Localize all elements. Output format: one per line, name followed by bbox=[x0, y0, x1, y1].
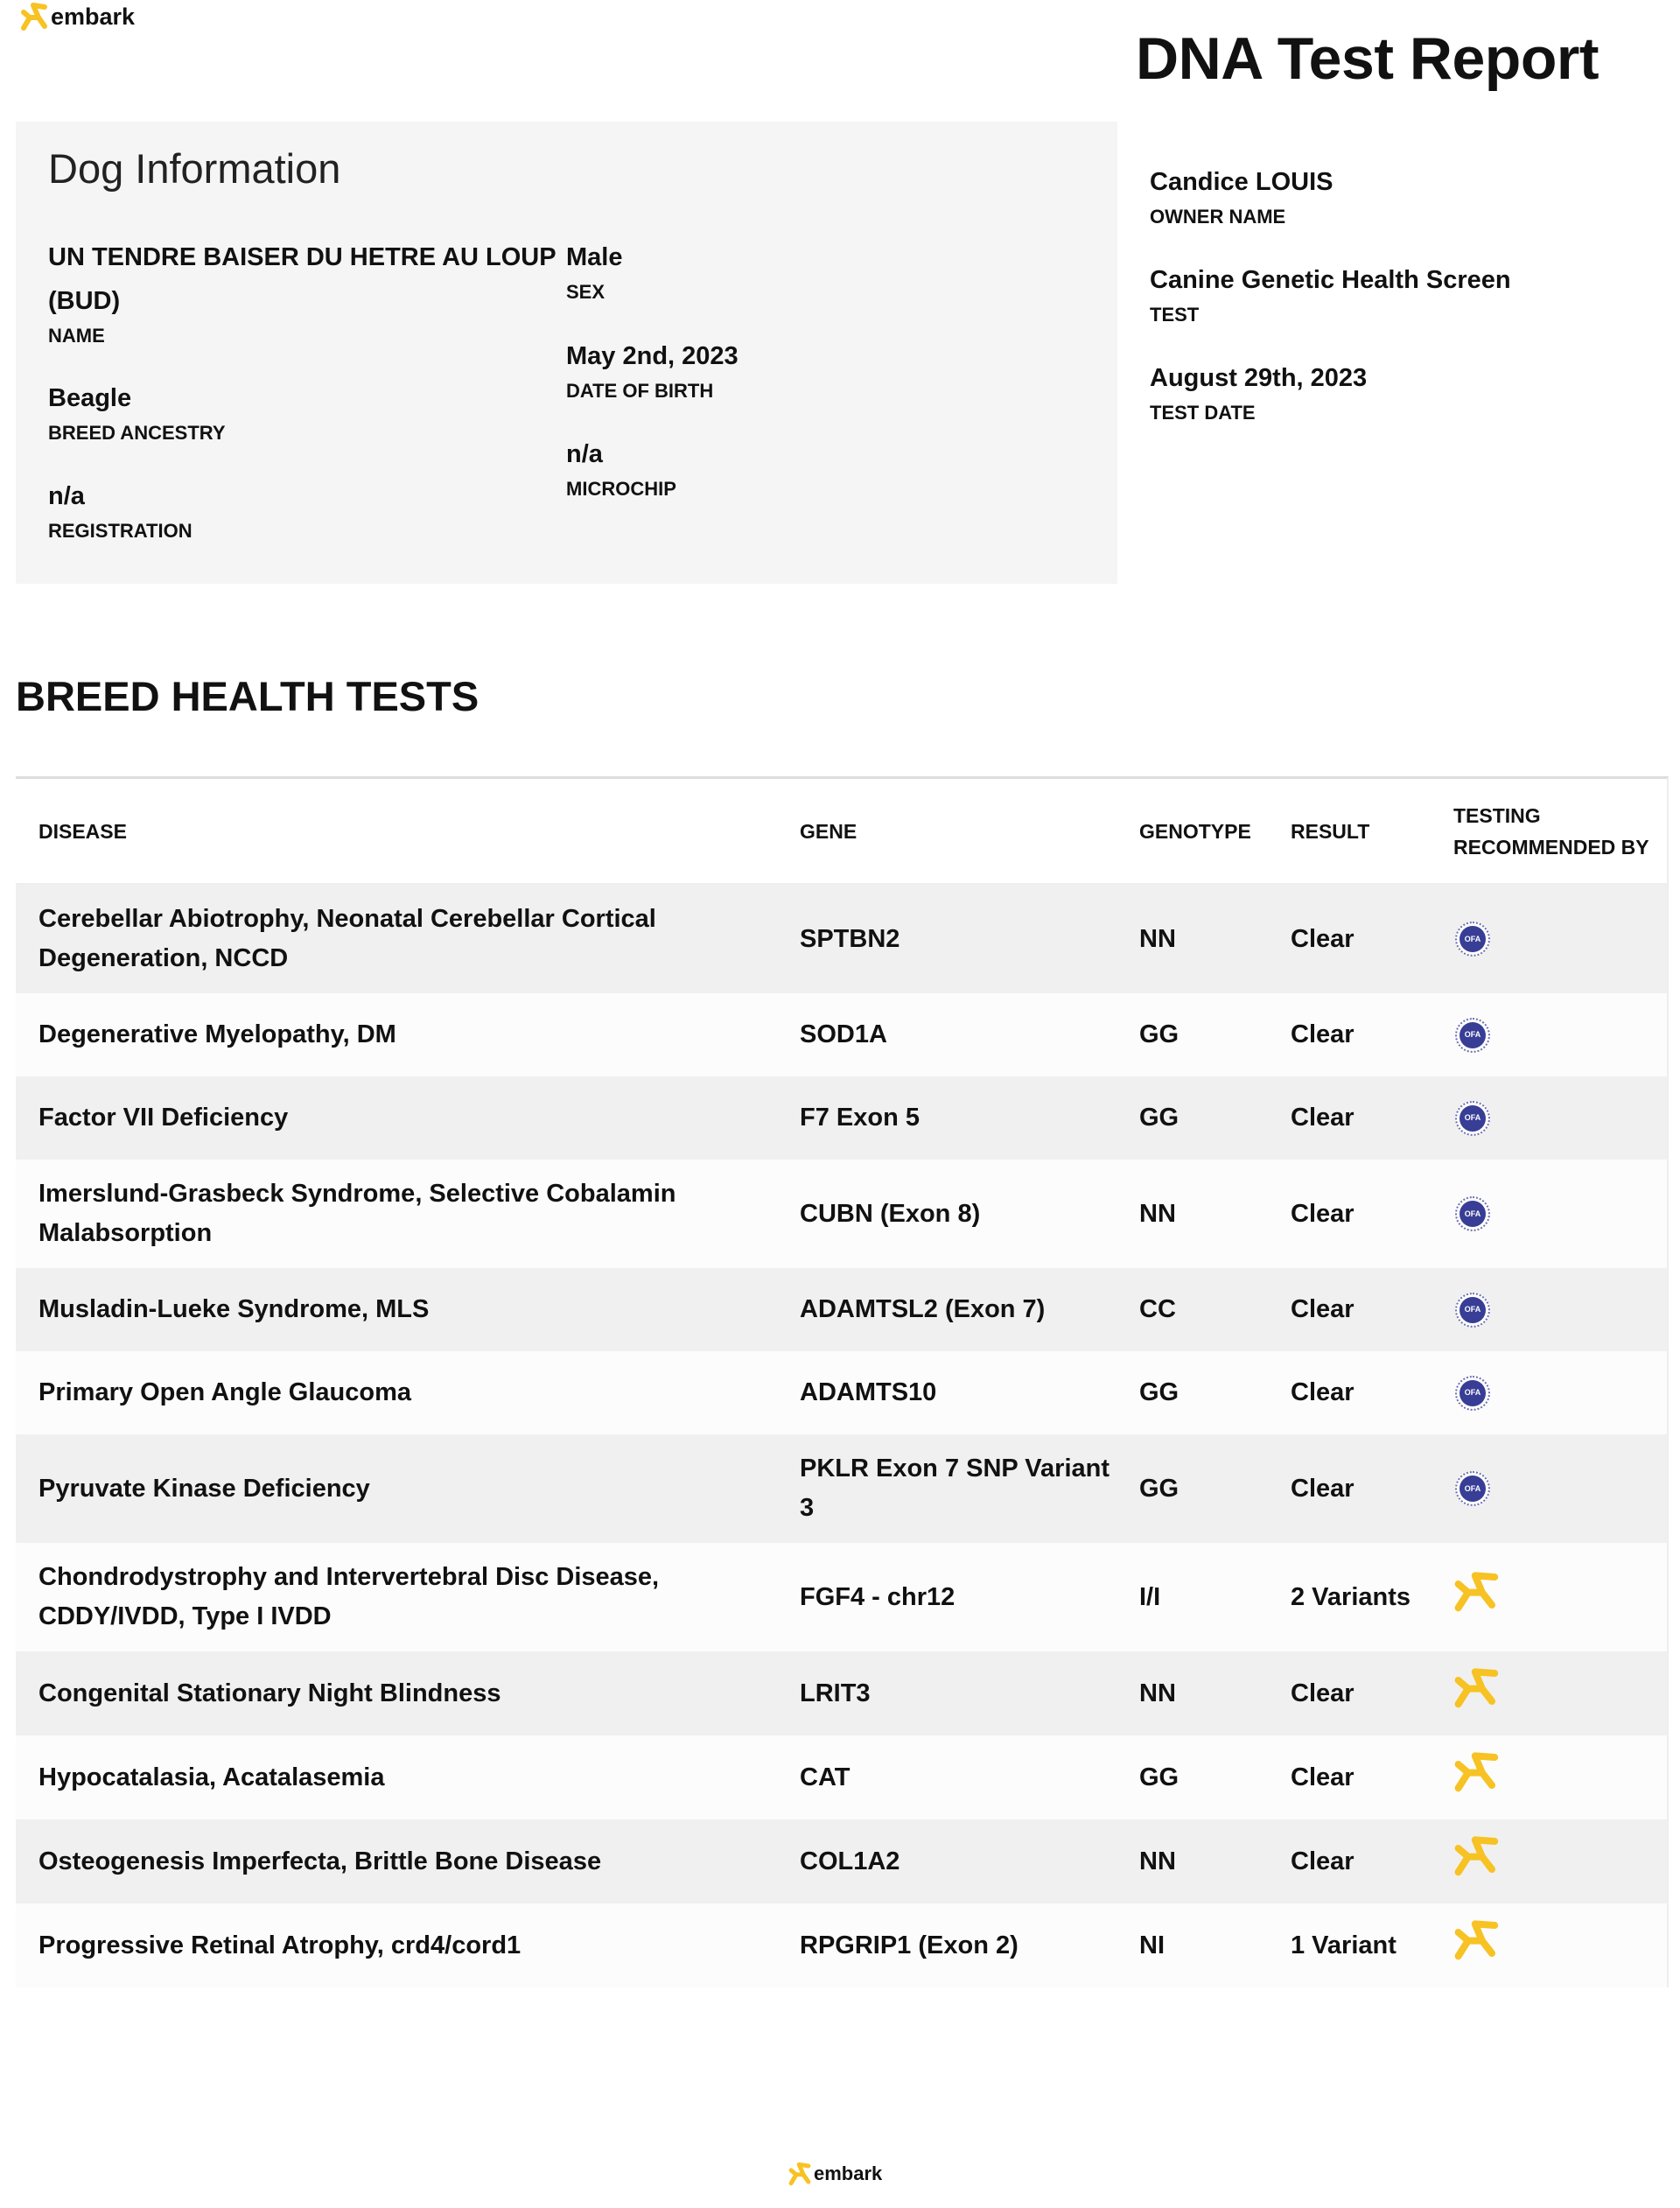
gene-cell: F7 Exon 5 bbox=[800, 1104, 920, 1132]
header-recommended-by bbox=[1453, 800, 1663, 863]
result-cell: Clear bbox=[1291, 1474, 1354, 1503]
ofa-seal-icon bbox=[1455, 1376, 1490, 1411]
gene-cell: SOD1A bbox=[800, 1020, 887, 1048]
dog-information-heading: Dog Information bbox=[48, 145, 341, 192]
breed-label: BREED ANCESTRY bbox=[48, 422, 226, 444]
sex-label: SEX bbox=[566, 281, 606, 303]
ofa-seal-text: OFA bbox=[1460, 926, 1486, 952]
test-label: TEST bbox=[1150, 304, 1200, 326]
result-cell: Clear bbox=[1291, 1763, 1354, 1791]
ofa-seal-text: OFA bbox=[1460, 1297, 1486, 1323]
gene-cell: FGF4 - chr12 bbox=[800, 1582, 956, 1611]
genotype-cell: GG bbox=[1139, 1474, 1180, 1503]
table-row bbox=[16, 1651, 1667, 1735]
disease-cell: Degenerative Myelopathy, DM bbox=[38, 1020, 396, 1048]
gene-cell: COL1A2 bbox=[800, 1847, 900, 1875]
ofa-seal-text: OFA bbox=[1460, 1380, 1486, 1406]
header-disease: DISEASE bbox=[38, 819, 127, 843]
test-date-value: August 29th, 2023 bbox=[1150, 364, 1368, 392]
genotype-cell: GG bbox=[1139, 1763, 1180, 1791]
genotype-cell: NI bbox=[1139, 1931, 1165, 1959]
registration-value: n/a bbox=[48, 482, 85, 510]
genotype-cell: I/I bbox=[1139, 1582, 1161, 1611]
result-cell: 1 Variant bbox=[1291, 1931, 1396, 1959]
result-cell: Clear bbox=[1291, 1020, 1354, 1048]
test-value: Canine Genetic Health Screen bbox=[1150, 266, 1511, 294]
table-row bbox=[16, 993, 1667, 1076]
table-row bbox=[16, 1543, 1667, 1651]
genotype-cell: NN bbox=[1139, 1679, 1176, 1707]
embark-icon bbox=[1453, 1750, 1663, 1805]
header-result: RESULT bbox=[1291, 819, 1370, 843]
header-rec-line2: RECOMMENDED BY bbox=[1453, 835, 1649, 859]
test-field bbox=[1150, 258, 1511, 328]
dob-label: DATE OF BIRTH bbox=[566, 380, 714, 402]
sex-value: Male bbox=[566, 243, 623, 271]
disease-cell: Chondrodystrophy and Intervertebral Disc Disease, CDDY/IVDD, Type I IVDD bbox=[38, 1563, 660, 1630]
disease-cell: Hypocatalasia, Acatalasemia bbox=[38, 1763, 385, 1791]
dog-information-panel bbox=[16, 122, 1117, 584]
embark-logo-icon bbox=[788, 2162, 812, 2186]
disease-cell: Imerslund-Grasbeck Syndrome, Selective Cobalamin Malabsorption bbox=[38, 1180, 676, 1247]
gene-cell: SPTBN2 bbox=[800, 924, 900, 953]
disease-cell: Progressive Retinal Atrophy, crd4/cord1 bbox=[38, 1931, 522, 1959]
ofa-seal-text: OFA bbox=[1460, 1105, 1486, 1132]
header-gene: GENE bbox=[800, 819, 858, 843]
disease-cell: Primary Open Angle Glaucoma bbox=[38, 1378, 411, 1406]
test-date-label: TEST DATE bbox=[1150, 402, 1256, 424]
breed-value: Beagle bbox=[48, 384, 132, 412]
disease-cell: Factor VII Deficiency bbox=[38, 1104, 289, 1132]
ofa-seal-icon bbox=[1455, 1293, 1490, 1328]
genotype-cell: GG bbox=[1139, 1104, 1180, 1132]
owner-label: OWNER NAME bbox=[1150, 206, 1286, 228]
section-title: BREED HEALTH TESTS bbox=[16, 673, 480, 719]
registration-label: REGISTRATION bbox=[48, 520, 192, 542]
ofa-seal-icon bbox=[1455, 1101, 1490, 1136]
result-cell: Clear bbox=[1291, 1679, 1354, 1707]
result-cell: Clear bbox=[1291, 1199, 1354, 1228]
page-title: DNA Test Report bbox=[1136, 25, 1599, 92]
dob-field bbox=[566, 334, 738, 404]
gene-cell: RPGRIP1 (Exon 2) bbox=[800, 1931, 1018, 1959]
dog-name-value-line2: (BUD) bbox=[48, 287, 121, 315]
gene-cell: PKLR Exon 7 SNP Variant 3 bbox=[800, 1454, 1110, 1522]
table-row bbox=[16, 885, 1667, 993]
microchip-value: n/a bbox=[566, 440, 603, 468]
disease-cell: Osteogenesis Imperfecta, Brittle Bone Disease bbox=[38, 1847, 602, 1875]
dog-name-value: UN TENDRE BAISER DU HETRE AU LOUP bbox=[48, 243, 556, 271]
registration-field bbox=[48, 474, 192, 544]
embark-logo bbox=[19, 2, 135, 32]
genotype-cell: CC bbox=[1139, 1295, 1176, 1323]
sex-field bbox=[566, 235, 622, 305]
result-cell: Clear bbox=[1291, 924, 1354, 953]
ofa-seal-icon bbox=[1455, 1471, 1490, 1506]
table-row bbox=[16, 1735, 1667, 1819]
embark-icon bbox=[1453, 1918, 1663, 1973]
disease-cell: Musladin-Lueke Syndrome, MLS bbox=[38, 1295, 430, 1323]
test-date-field bbox=[1150, 356, 1367, 426]
table-row bbox=[16, 1434, 1667, 1543]
genotype-cell: GG bbox=[1139, 1020, 1180, 1048]
dog-name-label: NAME bbox=[48, 325, 105, 347]
genotype-cell: NN bbox=[1139, 1847, 1176, 1875]
table-row bbox=[16, 1076, 1667, 1160]
embark-icon bbox=[1453, 1570, 1663, 1624]
microchip-label: MICROCHIP bbox=[566, 478, 676, 500]
genotype-cell: NN bbox=[1139, 1199, 1176, 1228]
gene-cell: LRIT3 bbox=[800, 1679, 871, 1707]
owner-field bbox=[1150, 160, 1334, 230]
genotype-cell: NN bbox=[1139, 924, 1176, 953]
genotype-cell: GG bbox=[1139, 1378, 1180, 1406]
result-cell: Clear bbox=[1291, 1378, 1354, 1406]
embark-icon bbox=[1453, 1666, 1663, 1721]
ofa-seal-icon bbox=[1455, 1018, 1490, 1053]
header-genotype: GENOTYPE bbox=[1139, 819, 1251, 843]
table-row bbox=[16, 1903, 1667, 1987]
gene-cell: CUBN (Exon 8) bbox=[800, 1199, 981, 1228]
table-row bbox=[16, 1268, 1667, 1351]
table-row bbox=[16, 1819, 1667, 1903]
ofa-seal-icon bbox=[1455, 1196, 1490, 1231]
ofa-seal-icon bbox=[1455, 922, 1490, 957]
dog-name-field bbox=[48, 235, 556, 349]
embark-icon bbox=[1453, 1834, 1663, 1889]
ofa-seal-text: OFA bbox=[1460, 1022, 1486, 1048]
breed-field bbox=[48, 376, 226, 446]
gene-cell: ADAMTS10 bbox=[800, 1378, 937, 1406]
table-row bbox=[16, 1351, 1667, 1434]
owner-value: Candice LOUIS bbox=[1150, 168, 1334, 196]
ofa-seal-text: OFA bbox=[1460, 1476, 1486, 1502]
result-cell: Clear bbox=[1291, 1104, 1354, 1132]
table-row bbox=[16, 1160, 1667, 1268]
disease-cell: Cerebellar Abiotrophy, Neonatal Cerebellar Cortical Degeneration, NCCD bbox=[38, 905, 656, 972]
header-rec-line1: TESTING bbox=[1453, 803, 1541, 827]
result-cell: 2 Variants bbox=[1291, 1582, 1411, 1611]
disease-cell: Congenital Stationary Night Blindness bbox=[38, 1679, 501, 1707]
microchip-field bbox=[566, 432, 676, 502]
embark-logo-icon bbox=[19, 2, 49, 32]
dob-value: May 2nd, 2023 bbox=[566, 342, 738, 370]
embark-logo-text: embark bbox=[51, 3, 136, 30]
health-tests-table bbox=[16, 776, 1669, 1987]
result-cell: Clear bbox=[1291, 1847, 1354, 1875]
footer-logo bbox=[788, 2162, 882, 2186]
disease-cell: Pyruvate Kinase Deficiency bbox=[38, 1474, 370, 1503]
embark-logo-text: embark bbox=[814, 2162, 883, 2184]
gene-cell: ADAMTSL2 (Exon 7) bbox=[800, 1295, 1046, 1323]
gene-cell: CAT bbox=[800, 1763, 850, 1791]
table-header bbox=[16, 779, 1667, 885]
ofa-seal-text: OFA bbox=[1460, 1201, 1486, 1227]
result-cell: Clear bbox=[1291, 1295, 1354, 1323]
